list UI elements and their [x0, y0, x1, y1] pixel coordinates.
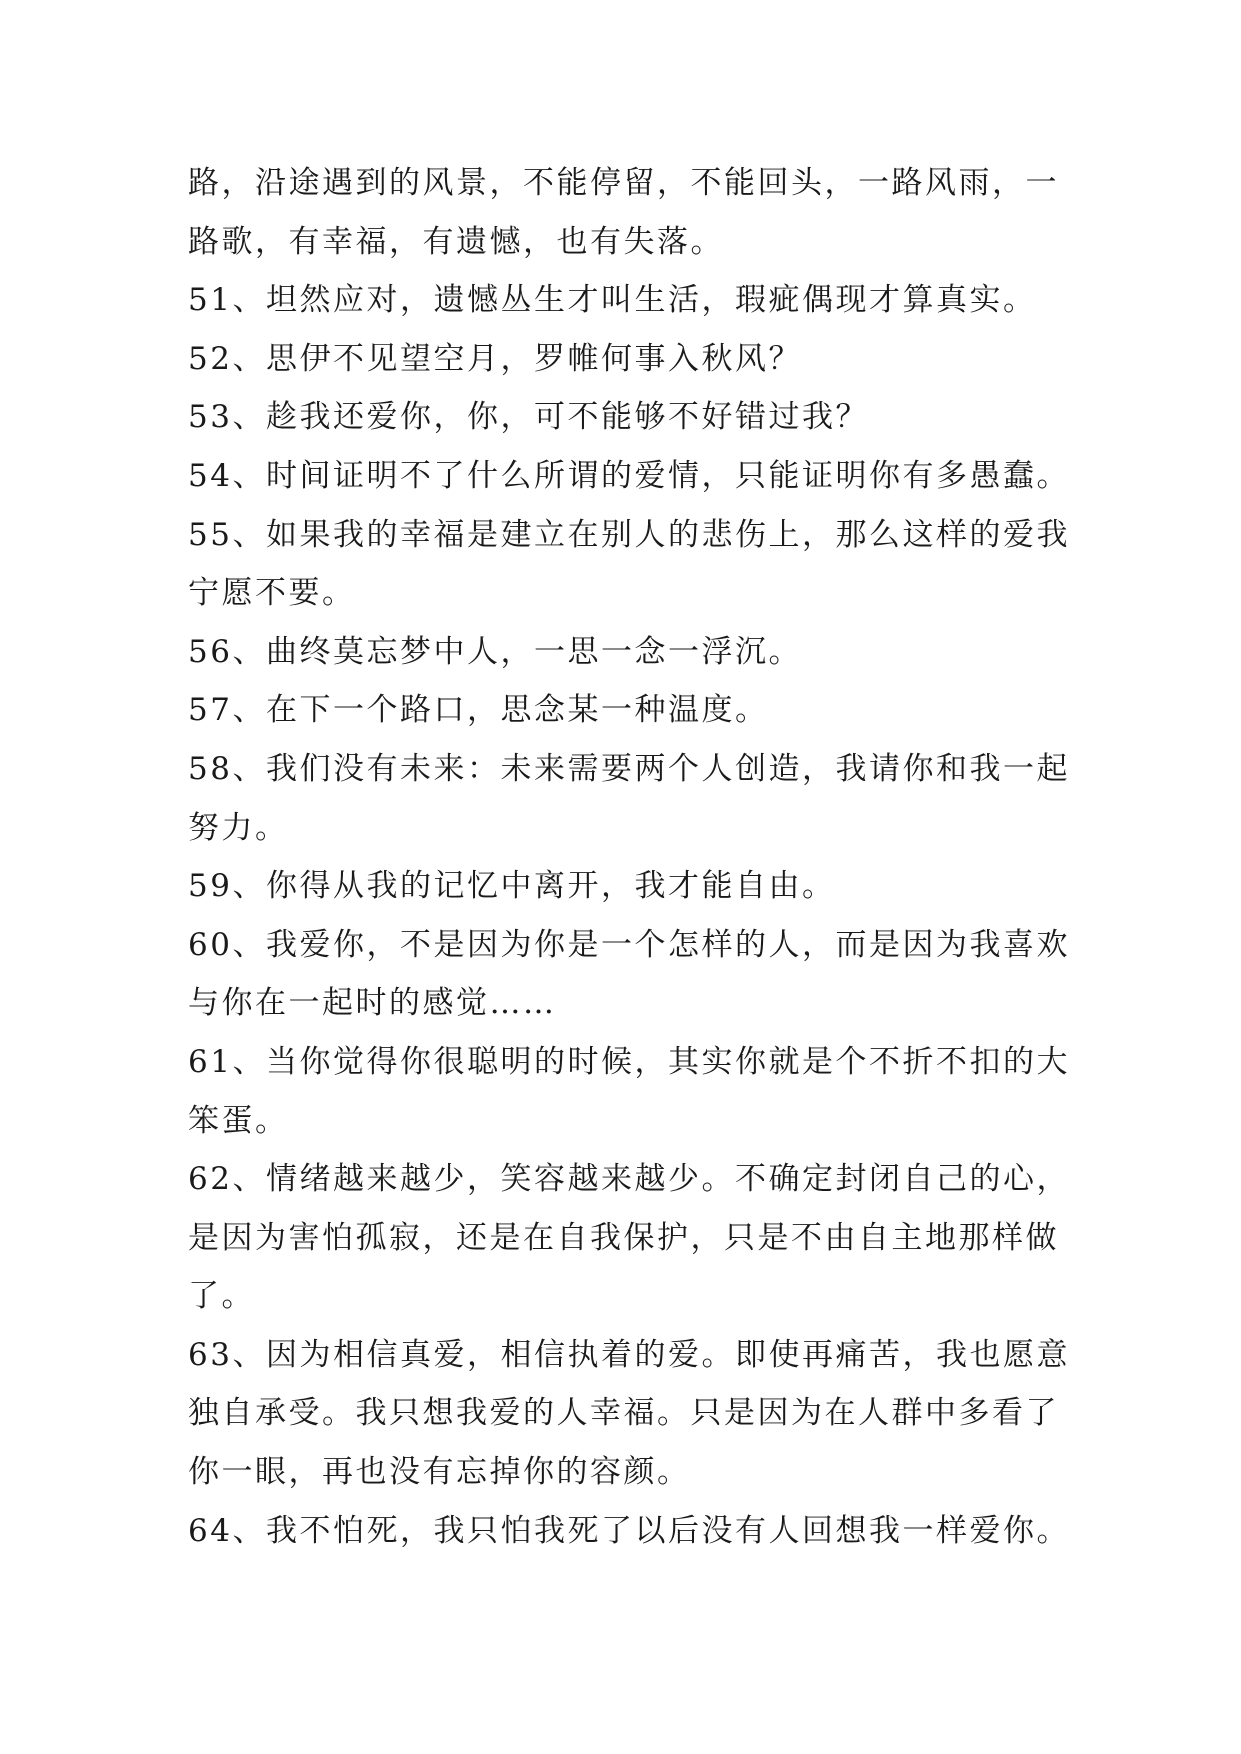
text-line: 独自承受。我只想我爱的人幸福。只是因为在人群中多看了: [188, 1395, 1059, 1432]
text-line: 笨蛋。: [188, 1102, 289, 1139]
text-line: 了。: [188, 1278, 255, 1315]
text-line: 58、我们没有未来：未来需要两个人创造，我请你和我一起: [188, 750, 1070, 787]
text-line: 你一眼，再也没有忘掉你的容颜。: [188, 1454, 691, 1491]
text-line: 64、我不怕死，我只怕我死了以后没有人回想我一样爱你。: [188, 1512, 1070, 1549]
text-line: 路，沿途遇到的风景，不能停留，不能回头，一路风雨，一: [188, 165, 1059, 201]
text-line: 57、在下一个路口，思念某一种温度。: [188, 692, 769, 729]
text-line: 63、因为相信真爱，相信执着的爱。即使再痛苦，我也愿意: [188, 1336, 1070, 1373]
text-line: 路歌，有幸福，有遗憾，也有失落。: [188, 223, 724, 260]
text-line: 51、坦然应对，遗憾丛生才叫生活，瑕疵偶现才算真实。: [188, 282, 1037, 319]
text-line: 52、思伊不见望空月，罗帷何事入秋风？: [188, 340, 802, 377]
text-line: 59、你得从我的记忆中离开，我才能自由。: [188, 868, 836, 905]
text-line: 宁愿不要。: [188, 575, 356, 612]
text-line: 与你在一起时的感觉……: [188, 985, 557, 1022]
text-line: 是因为害怕孤寂，还是在自我保护，只是不由自主地那样做: [188, 1219, 1059, 1256]
text-line: 56、曲终莫忘梦中人，一思一念一浮沉。: [188, 633, 802, 670]
text-line: 62、情绪越来越少，笑容越来越少。不确定封闭自己的心，: [188, 1161, 1070, 1198]
text-line: 努力。: [188, 809, 289, 846]
document-body: [188, 154, 1068, 1560]
text-line: 54、时间证明不了什么所谓的爱情，只能证明你有多愚蠢。: [188, 457, 1070, 494]
text-line: 55、如果我的幸福是建立在别人的悲伤上，那么这样的爱我: [188, 516, 1070, 553]
text-line: 60、我爱你，不是因为你是一个怎样的人，而是因为我喜欢: [188, 926, 1070, 963]
text-line: 61、当你觉得你很聪明的时候，其实你就是个不折不扣的大: [188, 1043, 1070, 1080]
text-line: 53、趁我还爱你，你，可不能够不好错过我？: [188, 399, 869, 436]
